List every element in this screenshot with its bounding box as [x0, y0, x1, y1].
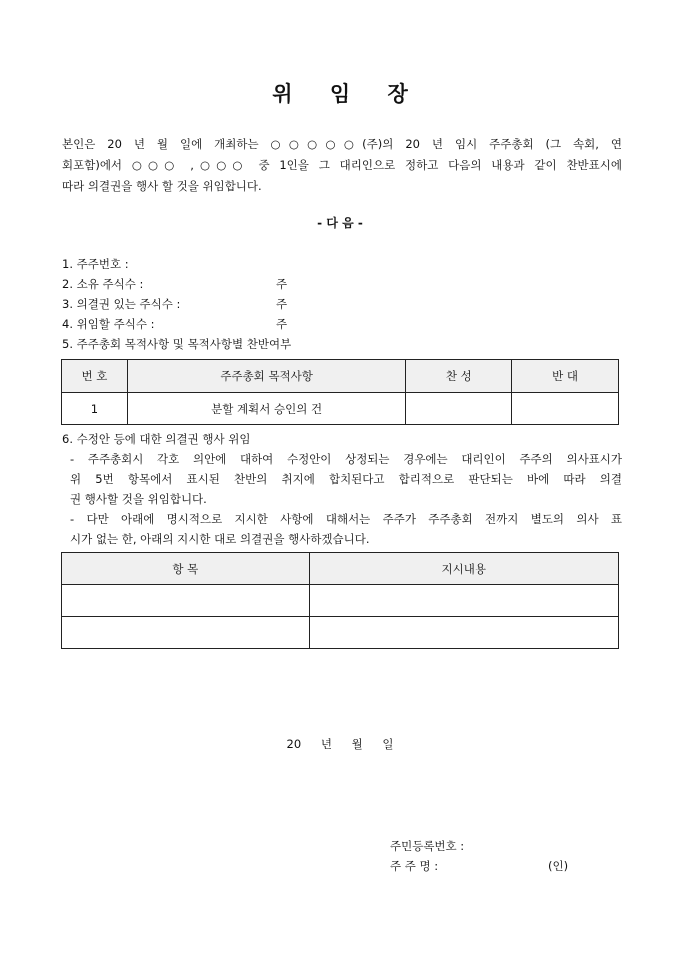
column-header: 찬 성 — [406, 360, 512, 393]
column-header: 반 대 — [512, 360, 619, 393]
intro-line: 본인은 20 년 월 일에 개최하는 ○○○○○(주)의 20 년 임시 주주총회 (그 속회, 연 — [62, 137, 622, 151]
table-header-row — [62, 553, 619, 585]
document-title — [0, 78, 680, 108]
list-item — [62, 274, 291, 294]
list-item — [62, 254, 291, 274]
title-char: 장 — [387, 81, 408, 106]
bullet-item — [62, 449, 622, 509]
item-unit: 주 — [276, 277, 288, 291]
instruction-table — [61, 552, 619, 649]
bullet-line: 위 5번 항목에서 표시된 찬반의 취지에 합치된다고 합리적으로 판단되는 바에 따라 의결 — [70, 472, 622, 486]
bullet-line: - 주주총회시 각호 의안에 대하여 수정안이 상정되는 경우에는 대리인이 주주의 의사표시가 — [70, 452, 622, 466]
shareholder-name-label: 주 주 명 : — [390, 859, 439, 873]
title-char: 임 — [329, 81, 351, 106]
column-header: 번 호 — [62, 360, 128, 393]
list-item — [62, 294, 291, 314]
section-6 — [62, 429, 622, 549]
instruction-item-cell[interactable] — [62, 617, 310, 649]
item-label: 1. 주주번호 : — [62, 257, 129, 271]
bullet-item — [62, 509, 622, 549]
instruction-content-cell[interactable] — [309, 585, 618, 617]
shareholder-name-row — [390, 856, 569, 876]
intro-line: 따라 의결권을 행사 할 것을 위임합니다. — [62, 179, 262, 193]
item-list — [62, 254, 291, 354]
seal-mark: (인) — [548, 859, 569, 873]
approve-cell[interactable] — [406, 393, 512, 425]
column-header: 주주총회 목적사항 — [127, 360, 405, 393]
table-row — [62, 585, 619, 617]
title-char: 위 — [272, 81, 293, 106]
instruction-item-cell[interactable] — [62, 585, 310, 617]
section-6-heading: 6. 수정안 등에 대한 의결권 행사 위임 — [62, 432, 251, 446]
oppose-cell[interactable] — [512, 393, 619, 425]
date-year: 20 — [286, 737, 302, 751]
id-number-label: 주민등록번호 : — [390, 839, 465, 853]
instruction-content-cell[interactable] — [309, 617, 618, 649]
date-day-label: 일 — [382, 737, 394, 751]
agenda-table — [61, 359, 619, 425]
item-unit: 주 — [276, 317, 288, 331]
signature-block — [390, 836, 569, 876]
item-label: 2. 소유 주식수 : — [62, 277, 144, 291]
column-header: 지시내용 — [309, 553, 618, 585]
bullet-line: - 다만 아래에 명시적으로 지시한 사항에 대해서는 주주가 주주총회 전까지 별도의 의사 표 — [70, 512, 622, 526]
column-header: 항 목 — [62, 553, 310, 585]
agenda-number-cell: 1 — [62, 393, 128, 425]
date-line — [0, 736, 680, 752]
item-label: 3. 의결권 있는 주식수 : — [62, 297, 181, 311]
item-label: 4. 위임할 주식수 : — [62, 317, 155, 331]
table-row — [62, 617, 619, 649]
list-item — [62, 334, 291, 354]
date-year-label: 년 — [320, 737, 332, 751]
date-month-label: 월 — [351, 737, 363, 751]
bullet-line: 권 행사할 것을 위임합니다. — [70, 492, 207, 506]
intro-line: 회포함)에서 ○○○ ,○○○ 중 1인을 그 대리인으로 정하고 다음의 내용과 같이 찬반표시에 — [62, 158, 622, 172]
intro-paragraph — [62, 134, 622, 197]
item-label: 5. 주주총회 목적사항 및 목적사항별 찬반여부 — [62, 337, 292, 351]
table-row — [62, 393, 619, 425]
bullet-line: 시가 없는 한, 아래의 지시한 대로 의결권을 행사하겠습니다. — [70, 532, 370, 546]
id-number-row — [390, 836, 464, 856]
agenda-item-cell: 분할 계획서 승인의 건 — [127, 393, 405, 425]
list-item — [62, 314, 291, 334]
item-unit: 주 — [276, 297, 288, 311]
table-header-row — [62, 360, 619, 393]
subheading: - 다 음 - — [317, 216, 363, 230]
